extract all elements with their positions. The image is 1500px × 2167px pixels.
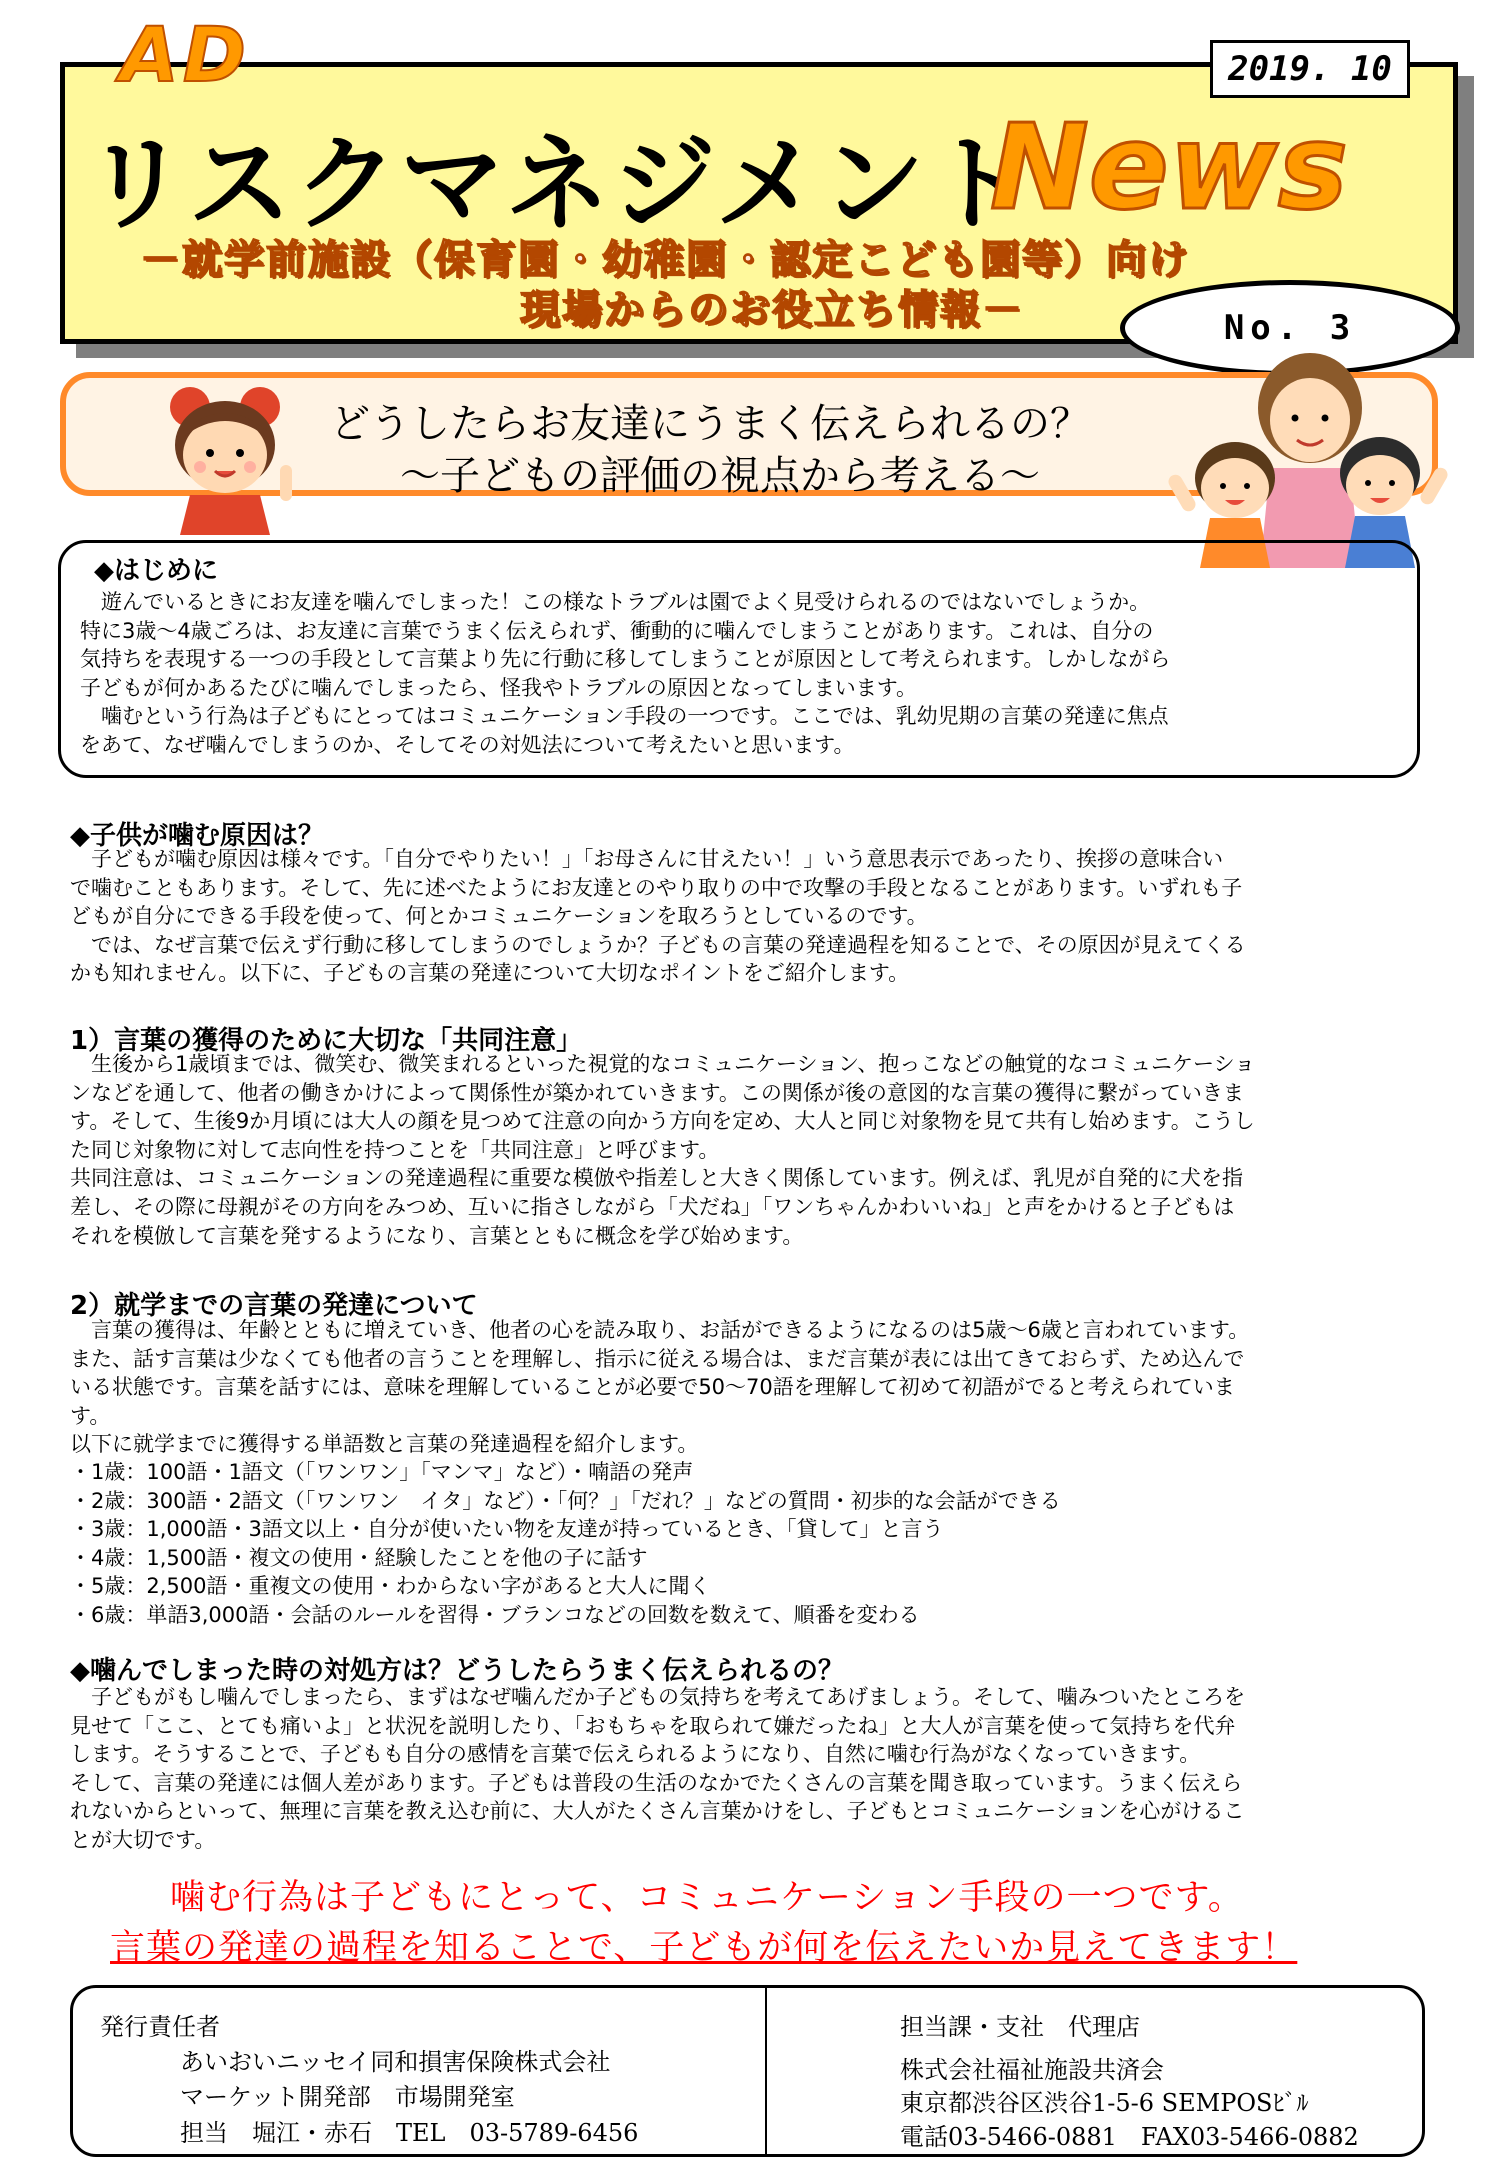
footer-divider — [765, 1987, 767, 2155]
paragraph-line: ンなどを通して、他者の働きかけによって関係性が築かれていきます。この関係が後の意図的な言葉の獲得に繋がっていきま — [70, 1080, 1244, 1105]
paragraph-line: 言葉の獲得は、年齢とともに増えていき、他者の心を読み取り、お話ができるようになるのは5歳～6歳と言われています。 — [70, 1318, 1250, 1342]
paragraph-line: 共同注意は、コミュニケーションの発達過程に重要な模倣や指差しと大きく関係しています。例えば、乳児が自発的に犬を指 — [70, 1166, 1244, 1191]
agency-label: 担当課・支社 代理店 — [900, 2013, 1140, 2041]
paragraph-line: とが大切です。 — [70, 1827, 216, 1852]
intro-line: 気持ちを表現する一つの手段として言葉より先に行動に移してしまうことが原因として考えられます。しかしながら — [80, 647, 1171, 672]
conclusion-line-2: 言葉の発達の過程を知ることで、子どもが何を伝えたいか見えてきます！ — [110, 1928, 1298, 1968]
section-text-language-development — [70, 1316, 1430, 1430]
agency-address: 東京都渋谷区渋谷1-5-6 SEMPOSﾋﾞﾙ — [900, 2089, 1309, 2117]
list-item: ・1歳：100語・1語文（「ワンワン」「マンマ」など）・喃語の発声 — [70, 1460, 694, 1484]
publisher-company: あいおいニッセイ同和損害保険株式会社 — [180, 2048, 611, 2076]
paragraph-line: す。 — [70, 1403, 111, 1428]
list-item: ・3歳：1,000語・3語文以上・自分が使いたい物を友達が持っているとき、「貸して」と言う — [70, 1517, 944, 1542]
issue-number: No. 3 — [1120, 280, 1460, 376]
publisher-label: 発行責任者 — [100, 2013, 220, 2041]
publisher-contact: 担当 堀江・赤石 TEL 03-5789-6456 — [180, 2119, 639, 2147]
news-logo: News — [990, 98, 1349, 236]
age-milestone-list — [70, 1458, 1061, 1630]
intro-line: をあて、なぜ噛んでしまうのか、そしてその対処法について考えたいと思います。 — [80, 732, 855, 757]
agency-company: 株式会社福祉施設共済会 — [900, 2056, 1164, 2084]
section-text-response — [70, 1683, 1430, 1855]
intro-line: 噛むという行為は子どもにとってはコミュニケーション手段の一つです。ここでは、乳幼児期の言葉の発達に焦点 — [80, 704, 1169, 729]
paragraph-line: では、なぜ言葉で伝えず行動に移してしまうのでしょうか？子どもの言葉の発達過程を知ることで、その原因が見えてくる — [70, 932, 1246, 957]
issue-date: 2019. 10 — [1210, 40, 1410, 98]
paragraph-line: かも知れません。以下に、子どもの言葉の発達について大切なポイントをご紹介します。 — [70, 961, 910, 986]
section-heading-joint-attention: 1）言葉の獲得のために大切な「共同注意」 — [70, 1026, 583, 1056]
list-intro: 以下に就学までに獲得する単語数と言葉の発達過程を紹介します。 — [70, 1432, 699, 1456]
teacher-children-illustration — [1165, 348, 1455, 568]
paragraph-line: また、話す言葉は少なくても他者の言うことを理解し、指示に従える場合は、まだ言葉が表には出てきておらず、ため込んで — [70, 1346, 1245, 1371]
paragraph-line: す。そして、生後9か月頃には大人の顔を見つめて注意の向かう方向を定め、大人と同じ対象物を見て共有し始めます。こうし — [70, 1109, 1255, 1134]
paragraph-line: します。そうすることで、子どもも自分の感情を言葉で伝えられるようになり、自然に噛む行為がなくなっていきます。 — [70, 1742, 1201, 1767]
list-item: ・2歳：300語・2語文（「ワンワン イタ」など）・「何？」「だれ？」などの質問・初歩的な会話ができる — [70, 1488, 1061, 1513]
intro-heading: ◆はじめに — [94, 556, 218, 586]
agency-phone-fax: 電話03-5466-0881 FAX03-5466-0882 — [900, 2123, 1359, 2151]
subtitle-line-2: 現場からのお役立ち情報－ — [520, 287, 1024, 333]
section-heading-language-development: 2）就学までの言葉の発達について — [70, 1291, 478, 1321]
section-text-joint-attention — [70, 1050, 1430, 1250]
ad-logo: AD — [120, 10, 250, 99]
section-heading-response: ◆噛んでしまった時の対処方は？どうしたらうまく伝えられるの？ — [70, 1656, 844, 1686]
subtitle-line-1: －就学前施設（保育園・幼稚園・認定こども園等）向け — [140, 237, 1190, 283]
intro-text — [80, 588, 1400, 760]
paragraph-line: 差し、その際に母親がその方向をみつめ、互いに指さしながら「犬だね」「ワンちゃんかわいいね」と声をかけると子どもは — [70, 1194, 1235, 1219]
section-text-causes — [70, 845, 1430, 988]
newsletter-title: リスクマネジメント — [84, 123, 1033, 245]
list-item: ・4歳：1,500語・複文の使用・経験したことを他の子に話す — [70, 1545, 648, 1570]
paragraph-line: 生後から1歳頃までは、微笑む、微笑まれるといった視覚的なコミュニケーション、抱っこなどの触覚的なコミュニケーショ — [70, 1052, 1256, 1076]
paragraph-line: それを模倣して言葉を発するようになり、言葉とともに概念を学び始めます。 — [70, 1223, 804, 1248]
publisher-department: マーケット開発部 市場開発室 — [180, 2083, 515, 2111]
section-heading-causes: ◆子供が噛む原因は？ — [70, 821, 324, 851]
intro-line: 子どもが何かあるたびに噛んでしまったら、怪我やトラブルの原因となってしまいます。 — [80, 675, 918, 700]
intro-line: 遊んでいるときにお友達を噛んでしまった！この様なトラブルは園でよく見受けられるのではないでしょうか。 — [80, 590, 1151, 614]
paragraph-line: で噛むこともあります。そして、先に述べたようにお友達とのやり取りの中で攻撃の手段となることがあります。いずれも子 — [70, 875, 1243, 900]
paragraph-line: そして、言葉の発達には個人差があります。子どもは普段の生活のなかでたくさんの言葉を聞き取っています。うまく伝えら — [70, 1770, 1243, 1795]
intro-line: 特に3歳～4歳ごろは、お友達に言葉でうまく伝えられず、衝動的に噛んでしまうことがあります。これは、自分の — [80, 618, 1154, 643]
paragraph-line: 子どもが噛む原因は様々です。「自分でやりたい！」「お母さんに甘えたい！」いう意思表示であったり、挨拶の意味合い — [70, 847, 1224, 871]
list-item: ・6歳：単語3,000語・会話のルールを習得・ブランコなどの回数を数えて、順番を変わる — [70, 1602, 920, 1627]
list-item: ・5歳：2,500語・重複文の使用・わからない字があると大人に聞く — [70, 1574, 711, 1599]
girl-illustration — [150, 385, 320, 535]
conclusion-line-1: 噛む行為は子どもにとって、コミュニケーション手段の一つです。 — [170, 1878, 1244, 1918]
paragraph-line: た同じ対象物に対して志向性を持つことを「共同注意」と呼びます。 — [70, 1137, 720, 1162]
paragraph-line: 子どもがもし噛んでしまったら、まずはなぜ噛んだか子どもの気持ちを考えてあげましょう。そして、噛みついたところを — [70, 1685, 1246, 1709]
paragraph-line: れないからといって、無理に言葉を教え込む前に、大人がたくさん言葉かけをし、子どもとコミュニケーションを心がけるこ — [70, 1799, 1245, 1824]
topic-title: どうしたらお友達にうまく伝えられるの？ — [330, 401, 1090, 447]
paragraph-line: いる状態です。言葉を話すには、意味を理解していることが必要で50～70語を理解して初めて初語がでると考えられていま — [70, 1375, 1235, 1400]
paragraph-line: 見せて「ここ、とても痛いよ」と状況を説明したり、「おもちゃを取られて嫌だったね」と大人が言葉を使って気持ちを代弁 — [70, 1713, 1236, 1738]
topic-subtitle: ～子どもの評価の視点から考える～ — [400, 453, 1040, 499]
paragraph-line: どもが自分にできる手段を使って、何とかコミュニケーションを取ろうとしているのです。 — [70, 904, 928, 929]
